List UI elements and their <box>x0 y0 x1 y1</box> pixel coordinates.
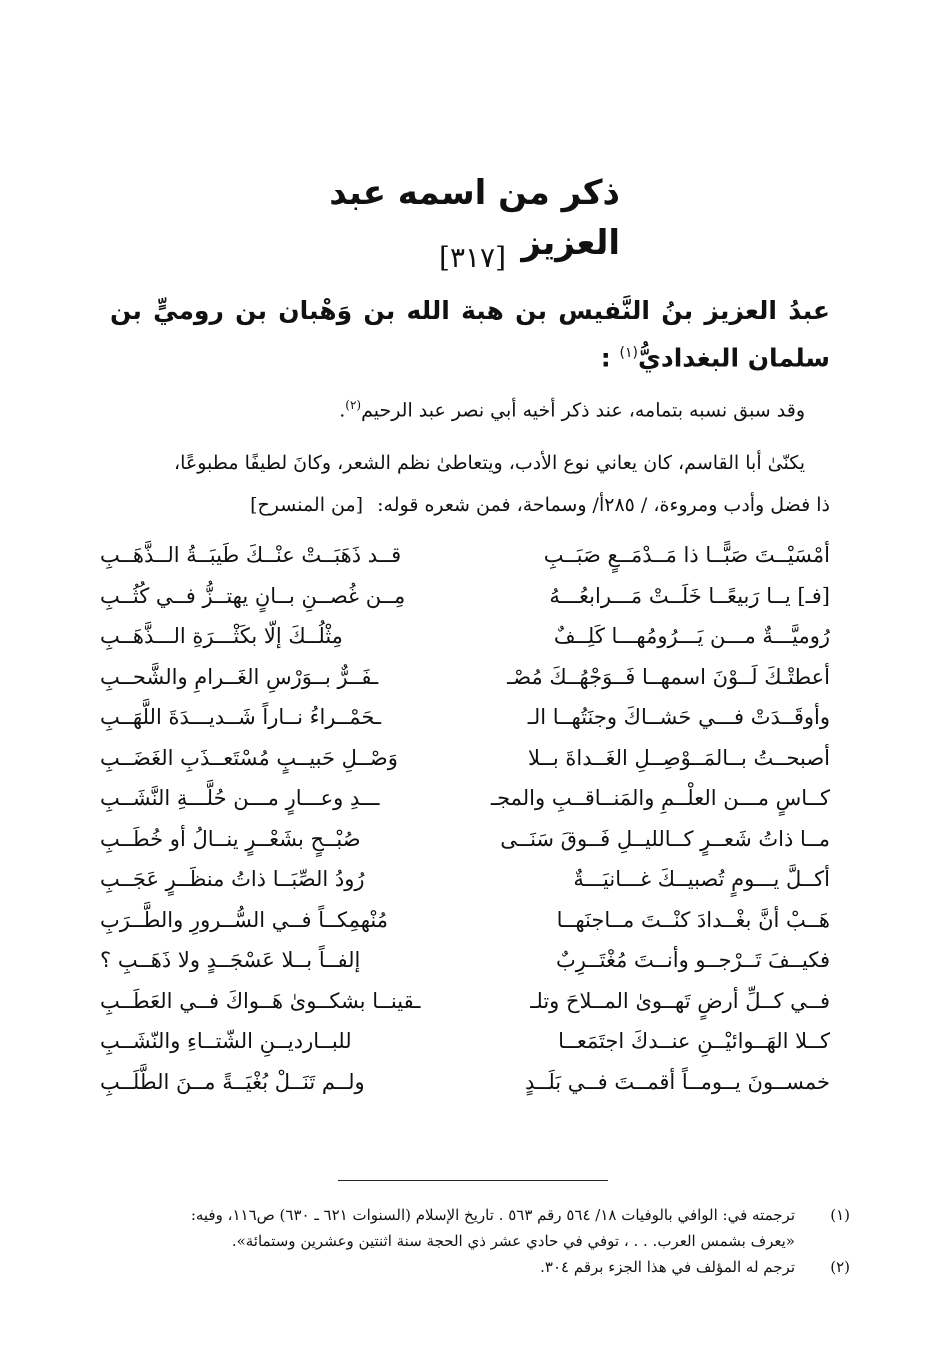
poem-verse <box>100 1021 830 1062</box>
paragraph-lineage-end: . <box>339 399 346 422</box>
entry-heading <box>110 290 830 379</box>
poem-verse <box>100 900 830 941</box>
poem-verse <box>100 657 830 698</box>
second-hemistich: ـــدِ وعـــارٍ مـــن حُلَّـــةِ النَّشَــبِ <box>100 786 380 810</box>
paragraph-virtues <box>105 490 830 520</box>
first-hemistich: أعطتْـكَ لَــوْنَ اسمهــا فَــوَجْهُــكَ مُصْـ <box>507 664 830 689</box>
footnote-continuation <box>90 1228 850 1254</box>
second-hemistich: مُنْهمِكــاً فــي السُّــرورِ والطَّــرَبِ <box>100 907 388 932</box>
poem-verse <box>100 859 830 900</box>
poem <box>100 535 830 1102</box>
first-hemistich: كــاسٍ مـــن العلْــمِ والمَنــاقــبِ والمجـ <box>490 786 830 810</box>
second-hemistich: قــد ذَهَبَــتْ عنْــكَ طَيبَــةُ الــذَّهَــبِ <box>100 543 402 567</box>
footnote-text: ترجم له المؤلف في هذا الجزء برقم ٣٠٤. <box>540 1258 795 1276</box>
first-hemistich: فــي كــلِّ أرضٍ تَهــوىٰ المــلاحَ وتلـ <box>530 988 830 1013</box>
footnote-number: (٢) <box>830 1258 850 1276</box>
first-hemistich: مــا ذاتُ شَعــرٍ كــالليــلِ فَــوقَ سَنَــى <box>500 826 830 851</box>
paragraph-lineage-text: وقد سبق نسبه بتمامه، عند ذكر أخيه أبي نصر عبد الرحيم <box>361 399 805 422</box>
poem-meter: [من المنسرح] <box>250 494 364 516</box>
first-hemistich: وأوقَــدَتْ فـــي حَشــاكَ وجنَتُهــا الـ <box>527 705 830 729</box>
poem-verse <box>100 576 830 617</box>
footnote <box>90 1254 850 1280</box>
entry-name: عبدُ العزيز بنُ النَّفيس بن هبة الله بن وَهْبان بن روميٍّ بن سلمان البغداديُّ <box>110 296 830 373</box>
poem-verse <box>100 778 830 819</box>
footnote <box>90 1202 850 1228</box>
first-hemistich: [فـ] يــا رَبيعًــا خَلَــتْ مَـــرابعُـــهُ <box>549 583 830 608</box>
first-hemistich: فكيــفَ تَــرْجــو وأنــتَ مُغْتَــرِبٌ <box>555 948 830 972</box>
footnote-number: (١) <box>830 1206 850 1224</box>
first-hemistich: أمْسَيْــتَ صَبًّــا ذا مَــدْمَــعٍ صَبَــبِ <box>543 543 830 567</box>
second-hemistich: رُودُ الصِّبَــا ذاتُ منظَــرٍ عَجَــبِ <box>100 867 365 891</box>
second-hemistich: ـحَمْــراءُ نــاراً شَــديـــدَةَ اللَّهَــبِ <box>100 705 382 729</box>
second-hemistich: مِثْلُــكَ إلّا بكَثْـــرَةِ الـــذَّهَــبِ <box>100 624 343 648</box>
poem-verse <box>100 738 830 779</box>
paragraph-virtues-text: ذا فضل وأدب ومروءة، / ٢٨٥أ/ وسماحة، فمن شعره قوله: <box>377 494 830 516</box>
poem-verse <box>100 1062 830 1103</box>
section-title: ذكر من اسمه عبد العزيز <box>329 173 620 263</box>
entry-number: [٣١٧] <box>439 241 506 274</box>
poem-verse <box>100 940 830 981</box>
paragraph-kunya: يكنّىٰ أبا القاسم، كان يعاني نوع الأدب، ويتعاطىٰ نظم الشعر، وكانَ لطيفًا مطبوعًا، <box>173 452 805 474</box>
footnote-text: «يعرف بشمس العرب. . . ، توفي في حادي عشر ذي الحجة سنة اثنتين وعشرين وستمائة». <box>231 1232 795 1250</box>
first-hemistich: هَــبْ أنَّ بغْــدادَ كنْــتَ مــاجنَهــا <box>556 907 830 932</box>
second-hemistich: مِــن غُصــنِ بــانٍ يهتــزُّ فــي كُثُــبِ <box>100 583 406 608</box>
poem-verse <box>100 616 830 657</box>
footnote-divider <box>338 1180 608 1181</box>
first-hemistich: كــلا الهَــوائيْــنِ عنــدكَ اجتَمَعــا <box>558 1029 830 1053</box>
first-hemistich: أصبحــتُ بــالمَــوْصِــلِ الغَــداةَ بــلا <box>528 745 830 770</box>
paragraph-lineage <box>95 390 805 425</box>
first-hemistich: أكــلَّ يـــومٍ تُصبيــكَ غـــانيَـــةٌ <box>573 867 830 891</box>
second-hemistich: للبــارديــنِ الشّتــاءِ والنّشَــبِ <box>100 1029 352 1053</box>
footnote-ref-2: (٢) <box>345 398 362 412</box>
poem-verse <box>100 697 830 738</box>
footnote-ref-1: (١) <box>619 345 638 361</box>
second-hemistich: ولــم تَنَــلْ بُغْيَــةً مــنَ الطَّلَــبِ <box>100 1069 365 1094</box>
footnote-text: ترجمته في: الوافي بالوفيات ١٨/ ٥٦٤ رقم ٥٦٣ . تاريخ الإسلام (السنوات ٦٢١ ـ ٦٣٠) ص١١٦، وفيه: <box>190 1206 795 1224</box>
entry-name-colon: : <box>600 343 611 373</box>
poem-verse <box>100 981 830 1022</box>
first-hemistich: رُوميَّـــةٌ مـــن يَـــرُومُهـــا كَلِــفٌ <box>553 624 830 648</box>
second-hemistich: ـفَــرٌّ بــوَرْسِ الغَــرامِ والشَّحــبِ <box>100 664 379 689</box>
second-hemistich: ـقينــا بشكــوىٰ هَــواكَ فــي العَطَــبِ <box>100 988 421 1013</box>
second-hemistich: إلفــاً بــلا عَسْجَــدٍ ولا ذَهَــبِ ؟ <box>100 948 361 972</box>
second-hemistich: وَصْــلِ حَبيــبٍ مُسْتَعــذَبِ الغَضَــبِ <box>100 745 398 770</box>
first-hemistich: خمســونَ يــومــاً أقمــتَ فــي بَلَــدٍ <box>525 1069 830 1094</box>
poem-verse <box>100 819 830 860</box>
poem-verse <box>100 535 830 576</box>
second-hemistich: صُبْــحٍ بشَعْــرٍ ينــالُ أو خُطَــبِ <box>100 826 361 851</box>
footnotes <box>90 1202 850 1280</box>
